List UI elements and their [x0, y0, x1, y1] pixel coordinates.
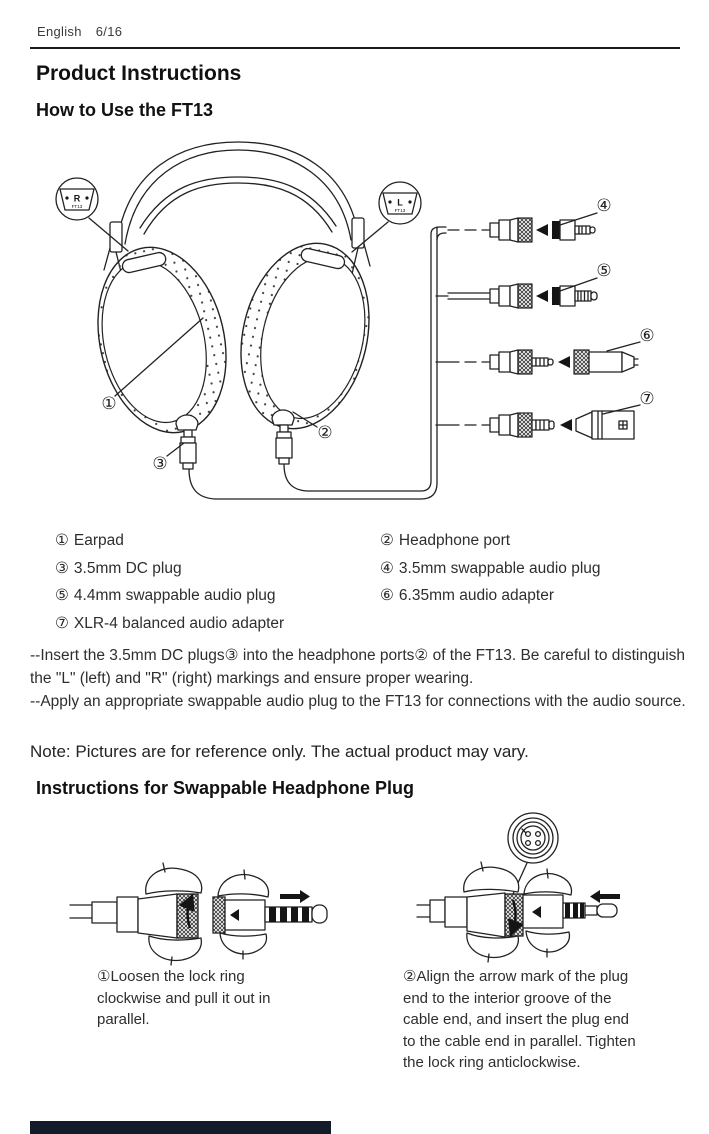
insert-arrow-icon	[536, 224, 548, 236]
page-header	[37, 24, 136, 39]
headband	[117, 142, 359, 244]
step1-caption: ①Loosen the lock ring clockwise and pull it out in parallel.	[97, 968, 271, 1028]
page-bottom-band	[30, 1121, 331, 1134]
pull-out-arrow-icon	[280, 890, 310, 903]
adapter-row-6.35mm	[448, 350, 638, 374]
section-heading-swappable-plug: Instructions for Swappable Headphone Plug	[36, 778, 415, 798]
insert-arrow-icon	[536, 290, 548, 302]
marker-letter-left: L	[397, 197, 403, 208]
finger	[146, 868, 202, 894]
instruction-paragraph: --Apply an appropriate swappable audio plug to the FT13 for connections with the audio source.	[30, 693, 686, 710]
right-earcup	[223, 230, 386, 441]
callout-7	[603, 389, 655, 414]
callout-3	[152, 443, 184, 474]
marker-model-right: FT13	[71, 204, 83, 209]
svg-text:⑤: ⑤	[596, 261, 612, 281]
finger	[526, 931, 569, 952]
parts-legend	[55, 527, 685, 637]
page-title: Product Instructions	[36, 62, 242, 85]
headphone-port-left	[176, 415, 198, 430]
legend-item: ③ 3.5mm DC plug	[55, 559, 182, 577]
insert-arrow-icon	[558, 356, 570, 368]
plug-row-4.4mm	[448, 284, 597, 308]
usage-instructions	[30, 644, 696, 713]
legend-item: ④ 3.5mm swappable audio plug	[380, 559, 601, 577]
svg-text:①: ①	[101, 394, 117, 414]
marker-letter-right: R	[73, 193, 81, 204]
svg-text:⑥: ⑥	[639, 326, 655, 346]
instruction-paragraph: --Insert the 3.5mm DC plugs③ into the headphone ports② of the FT13. Be careful to distinguish the "L" (left) and "R" (right) markings and ensure proper wearing.	[30, 647, 686, 687]
page-number: 6/16	[95, 24, 123, 39]
headphone-port-right	[272, 410, 294, 425]
dc-plug-left	[180, 430, 196, 469]
legend-item: ② Headphone port	[380, 532, 511, 549]
swap-plug-figures	[0, 800, 709, 975]
finger	[149, 936, 202, 961]
svg-text:④: ④	[596, 196, 612, 216]
step2-figure	[417, 813, 620, 962]
reference-note: Note: Pictures are for reference only. The actual product may vary.	[30, 742, 529, 761]
dc-plug-right	[276, 425, 292, 464]
headphones-diagram	[0, 130, 709, 530]
marker-model-left: FT13	[394, 208, 406, 213]
svg-text:②: ②	[317, 423, 333, 443]
finger	[467, 933, 519, 958]
finger	[464, 867, 519, 892]
insert-arrow-icon	[560, 419, 572, 431]
legend-item: ⑥ 6.35mm audio adapter	[380, 587, 555, 604]
insert-direction-arrow-icon	[590, 890, 620, 903]
callout-6	[607, 326, 655, 351]
step2-caption: ②Align the arrow mark of the plug end to the interior groove of the cable end, and insert the plug end to the cable end in parallel. Tighten the lock ring anticlockwise.	[403, 968, 636, 1071]
finger	[218, 875, 268, 897]
svg-text:⑦: ⑦	[639, 389, 655, 409]
language-label: English	[37, 24, 82, 39]
svg-text:③: ③	[152, 454, 168, 474]
legend-item: ⑤ 4.4mm swappable audio plug	[55, 587, 276, 604]
legend-item: ① Earpad	[55, 532, 124, 549]
step1-figure	[70, 863, 327, 965]
section-heading-how-to-use: How to Use the FT13	[36, 100, 214, 120]
header-rule	[30, 47, 680, 49]
legend-item: ⑦ XLR-4 balanced audio adapter	[55, 614, 285, 632]
adapter-row-xlr4	[448, 411, 634, 439]
plug-row-3.5mm	[448, 218, 595, 242]
